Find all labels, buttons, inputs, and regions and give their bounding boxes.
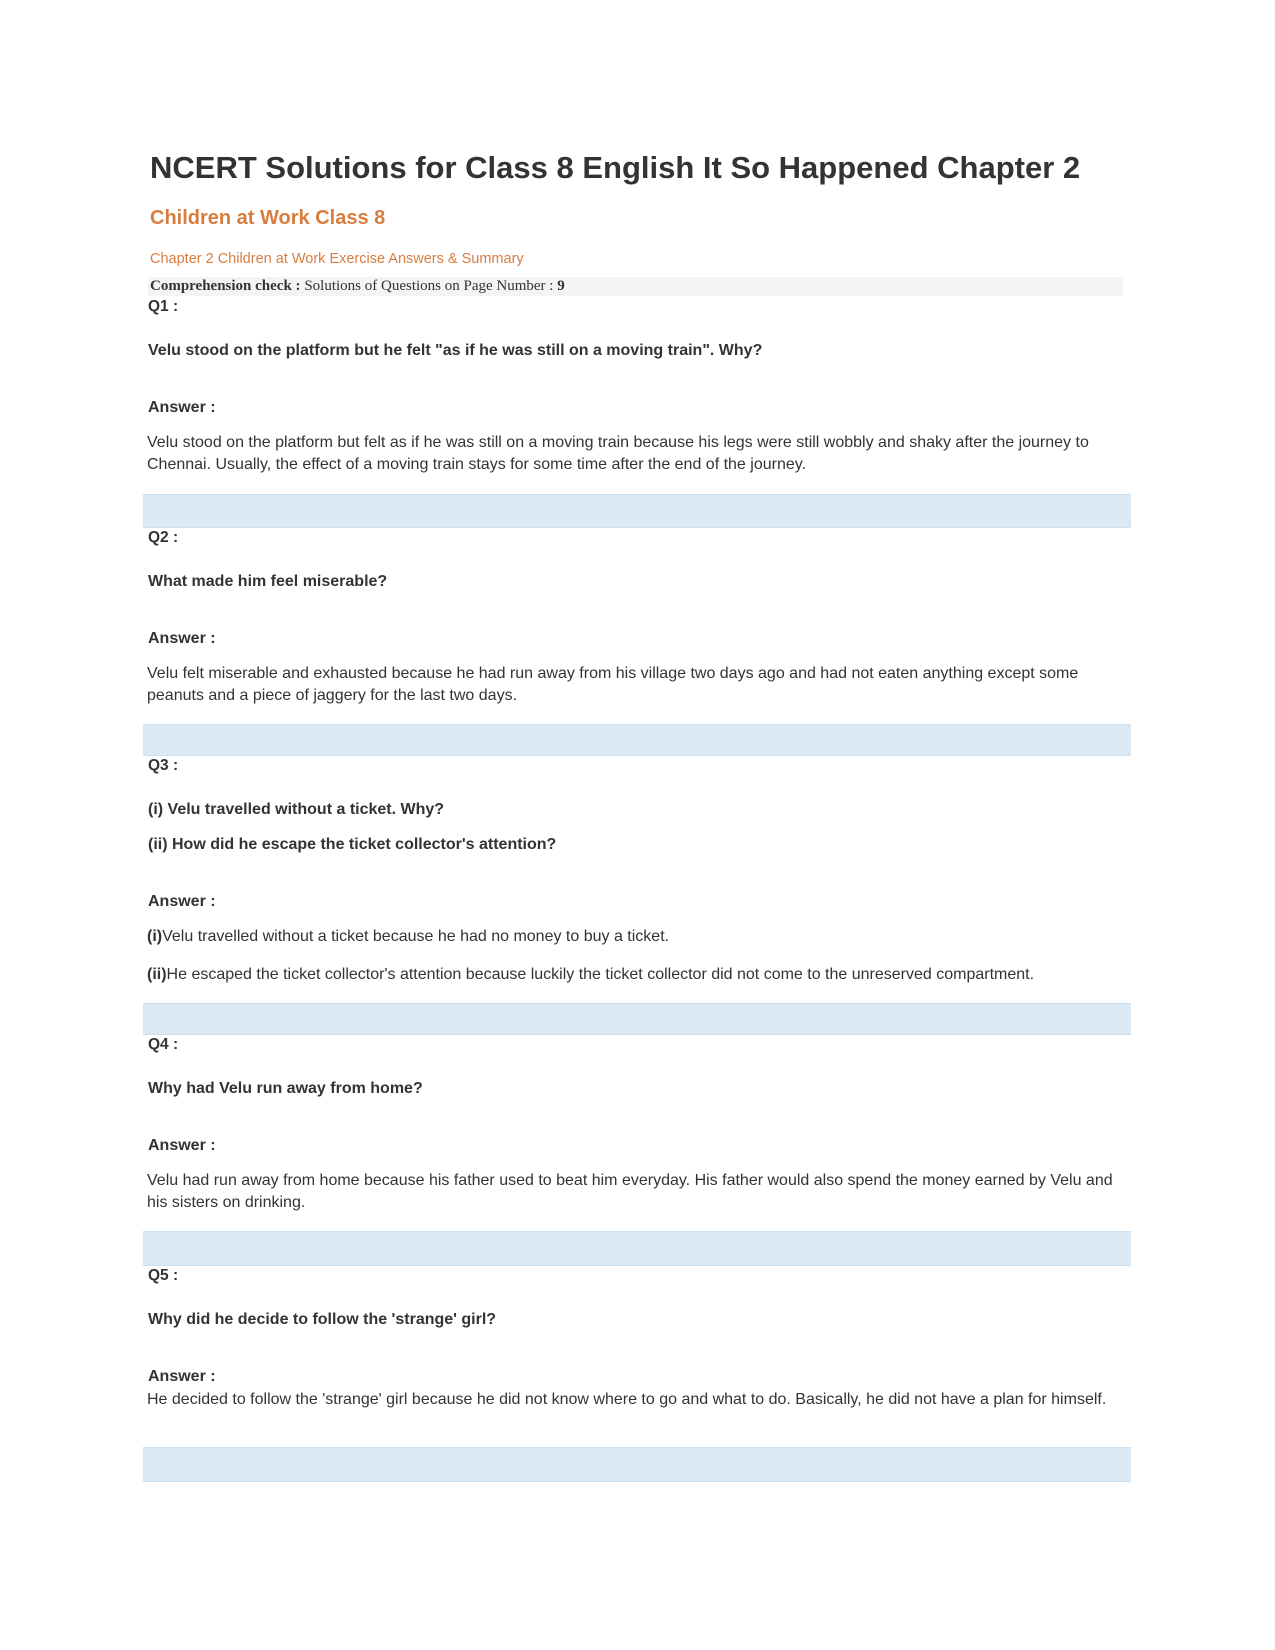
question-text: Why had Velu run away from home?	[148, 1080, 423, 1097]
question-separator	[143, 1447, 1131, 1482]
answer-part-i-text: Velu travelled without a ticket because he had no money to buy a ticket.	[162, 928, 670, 945]
answer-label: Answer :	[148, 630, 216, 647]
comprehension-label: Comprehension check :	[150, 278, 301, 294]
question-label: Q2 :	[148, 529, 179, 546]
comprehension-check-bar	[148, 277, 1123, 296]
question-separator	[143, 1003, 1131, 1035]
section-link[interactable]: Chapter 2 Children at Work Exercise Answers & Summary	[150, 251, 524, 267]
question-label: Q1 :	[148, 298, 179, 315]
answer-text: Velu had run away from home because his father used to beat him everyday. His father would also spend the money earned by Velu and his sisters on drinking.	[147, 1172, 1113, 1211]
answer-label: Answer :	[148, 399, 216, 416]
question-text: What made him feel miserable?	[148, 573, 388, 590]
page-subtitle: Children at Work Class 8	[150, 207, 386, 229]
answer-label: Answer :	[148, 1137, 216, 1154]
question-separator	[143, 494, 1131, 528]
answer-text: He decided to follow the 'strange' girl because he did not know where to go and what to do. Basically, he did not have a plan for himself.	[147, 1391, 1107, 1408]
answer-part-ii	[147, 964, 1127, 986]
answer-label: Answer :	[148, 1368, 216, 1385]
answer-text: Velu stood on the platform but felt as if he was still on a moving train because his legs were still wobbly and shaky after the journey to Chennai. Usually, the effect of a moving train stays for some time after the end of the journey.	[147, 434, 1089, 473]
question-label: Q3 :	[148, 757, 179, 774]
question-text: Why did he decide to follow the 'strange' girl?	[148, 1311, 497, 1328]
comprehension-text: Solutions of Questions on Page Number :	[304, 278, 554, 294]
question-separator	[143, 724, 1131, 756]
question-separator	[143, 1231, 1131, 1266]
answer-part-ii-marker: (ii)	[147, 966, 167, 983]
question-text: Velu stood on the platform but he felt "as if he was still on a moving train". Why?	[148, 342, 763, 359]
answer-text: Velu felt miserable and exhausted because he had run away from his village two days ago and had not eaten anything except some peanuts and a piece of jaggery for the last two days.	[147, 665, 1079, 704]
page-title: NCERT Solutions for Class 8 English It So Happened Chapter 2	[150, 150, 1081, 185]
comprehension-page-number: 9	[557, 278, 565, 294]
question-text-part-i: (i) Velu travelled without a ticket. Why?	[148, 801, 445, 818]
answer-part-i	[147, 926, 1127, 948]
answer-part-ii-text: He escaped the ticket collector's attention because luckily the ticket collector did not come to the unreserved compartment.	[166, 966, 1035, 983]
answer-part-i-marker: (i)	[147, 928, 163, 945]
question-label: Q4 :	[148, 1036, 179, 1053]
question-text-part-ii: (ii) How did he escape the ticket collector's attention?	[148, 836, 557, 853]
answer-label: Answer :	[148, 893, 216, 910]
question-label: Q5 :	[148, 1267, 179, 1284]
